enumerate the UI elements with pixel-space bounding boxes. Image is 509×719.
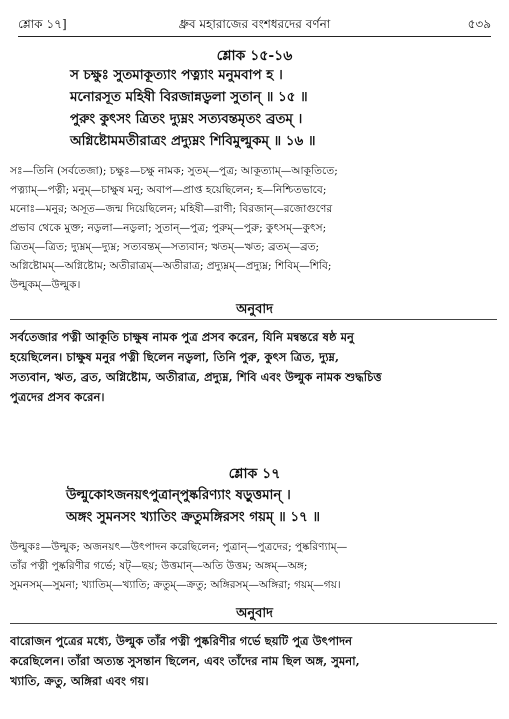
gloss-line: উল্মুকম্—উল্মুক।	[10, 279, 81, 291]
gloss-line: অগ্নিষ্টোমম্—অগ্নিষ্টোম; অতীরাত্রম্—অতীরাত্র; প্রদ্যুম্নম্—প্রদ্যুম্ন; শিবিম্—শিবি;	[10, 260, 332, 272]
word-meanings-17	[10, 538, 497, 595]
translation-line: বারোজন পুত্রের মধ্যে, উল্মুক তাঁর পত্নী পুষ্করিণীর গর্ভে ছয়টি পুত্র উৎপাদন	[10, 634, 353, 648]
translation-heading-17: অনুবাদ	[236, 606, 273, 621]
verse-line: পুরুং কুৎসং ত্রিতং দ্যুম্নং সত্যবন্তমৃতং ব্রতম্ ।	[70, 111, 303, 127]
translation-line: খ্যাতি, ক্রতু, অঙ্গিরা এবং গয়।	[10, 674, 149, 688]
sanskrit-verse-17	[66, 484, 489, 528]
verse-line: স চক্ষুঃ সুতমাকূত্যাং পত্ন্যাং মনুমবাপ হ ।	[70, 67, 283, 83]
header-divider	[18, 36, 491, 37]
gloss-line: ত্রিতম্—ত্রিত; দ্যুম্নম্—দ্যুম্ন; সত্যবন্তম্—সত্যবান; ঋতম্—ঋত; ব্রতম্—ব্রত;	[10, 241, 320, 253]
verse-line: অঙ্গং সুমনসং খ্যাতিং ক্রতুমঙ্গিরসং গয়ম্ ॥ ১৭ ॥	[66, 509, 320, 525]
translation-15-16	[10, 327, 497, 407]
translation-line: সর্বতেজার পত্নী আকূতি চাক্ষুষ নামক পুত্র প্রসব করেন, যিনি মন্বন্তরে ষষ্ঠ মনু	[10, 330, 354, 344]
gloss-line: পত্ন্যাম্—পত্নী; মনুম্—চাক্ষুষ মনু; অবাপ—প্রাপ্ত হয়েছিলেন; হ—নিশ্চিতভাবে;	[10, 184, 327, 196]
gloss-line: মনোঃ—মনুর; অসূত—জন্ম দিয়েছিলেন; মহিষী—রাণী; বিরজান্—রজোগুণের	[10, 203, 333, 215]
word-meanings-15-16	[10, 162, 497, 295]
gloss-line: সঃ—তিনি (সর্বতেজা); চক্ষুঃ—চক্ষু নামক; সুতম্—পুত্র; আকূত্যাম্—আকূতিতে;	[10, 165, 338, 177]
page-number: ৫৩৯	[467, 17, 491, 31]
gloss-line: উল্মুকঃ—উল্মুক; অজনয়ৎ—উৎপাদন করেছিলেন; পুত্রান্—পুত্রদের; পুষ্করিণ্যাম্—	[10, 541, 348, 553]
translation-line: পুত্রদের প্রসব করেন।	[10, 390, 105, 404]
page-header	[18, 16, 491, 36]
gloss-line: তাঁর পত্নী পুষ্করিণীর গর্ভে; ষট্—ছয়; উত্তমান্—অতি উত্তম; অঙ্গম্—অঙ্গ;	[10, 560, 308, 572]
gloss-line: সুমনসম্—সুমনা; খ্যাতিম্—খ্যাতি; ক্রতুম্—ক্রতু; অঙ্গিরসম্—অঙ্গিরা; গয়ম্—গয়।	[10, 579, 341, 591]
verse-line: উল্মুকোঽজনয়ৎপুত্রান্পুষ্করিণ্যাং ষড়ুত্তমান্ ।	[66, 487, 291, 503]
verse-line: মনোরসূত মহিষী বিরজান্নড্বলা সুতান্ ॥ ১৫ ॥	[70, 89, 308, 105]
verse-heading-15-16: শ্লোক ১৫-১৬	[216, 48, 293, 64]
translation-divider	[10, 319, 497, 320]
translation-divider	[10, 623, 497, 624]
translation-17	[10, 631, 497, 691]
gloss-line: প্রভাব থেকে মুক্ত; নড্বলা—নড্বলা; সুতান্—পুত্র; পুরুম্—পুরু; কুৎসম্—কুৎস;	[10, 222, 327, 234]
chapter-title: ধ্রুব মহারাজের বংশধরদের বর্ণনা	[178, 17, 331, 31]
translation-line: হয়েছিলেন। চাক্ষুষ মনুর পত্নী ছিলেন নড্বলা, তিনি পুরু, কুৎস ত্রিত, দ্যুম্ন,	[10, 350, 339, 364]
sanskrit-verse-15-16	[70, 64, 489, 152]
translation-line: সত্যবান, ঋত, ব্রত, অগ্নিষ্টোম, অতীরাত্র, প্রদ্যুম্ন, শিবি এবং উল্মুক নামক শুদ্ধচিত্ত	[10, 370, 382, 384]
verse-line: অগ্নিষ্টোমমতীরাত্রং প্রদ্যুম্নং শিবিমুল্মুকম্ ॥ ১৬ ॥	[70, 133, 316, 149]
verse-reference: শ্লোক ১৭]	[18, 17, 67, 31]
translation-heading-15-16: অনুবাদ	[236, 302, 273, 317]
translation-line: করেছিলেন। তাঁরা অত্যন্ত সুসন্তান ছিলেন, এবং তাঁদের নাম ছিল অঙ্গ, সুমনা,	[10, 654, 360, 668]
verse-heading-17: শ্লোক ১৭	[228, 466, 281, 482]
